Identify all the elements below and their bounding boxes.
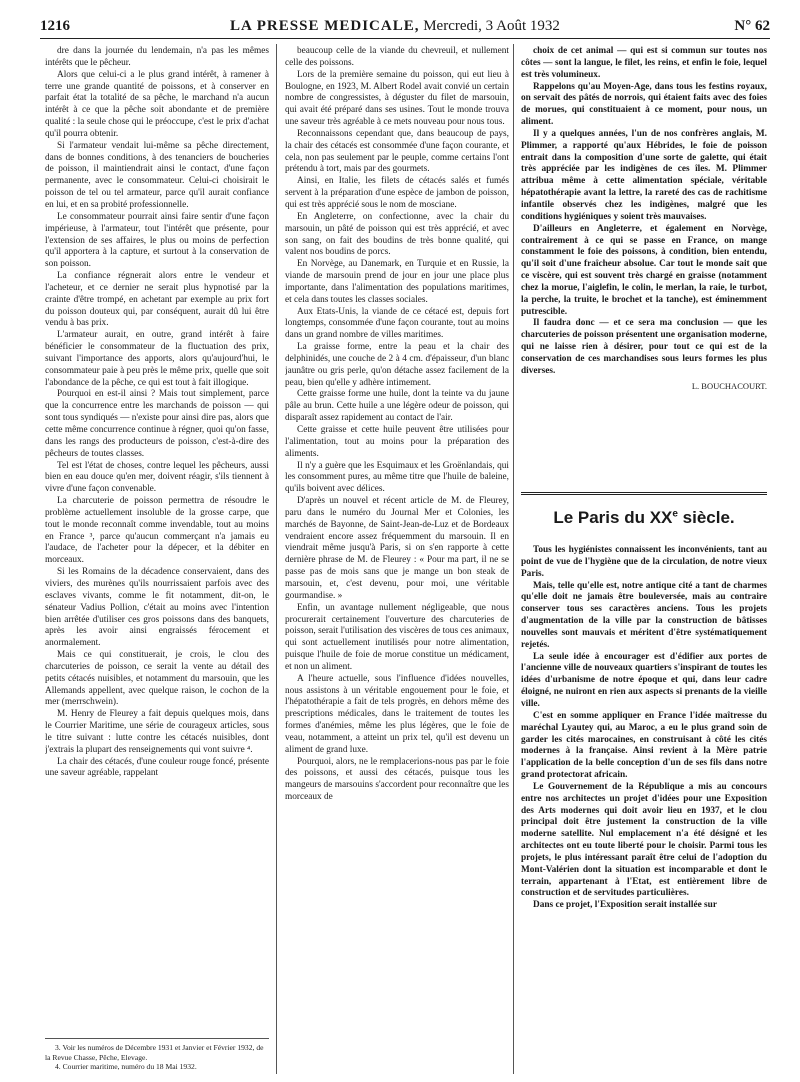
footnotes (45, 1038, 269, 1072)
paragraph: Il y a quelques années, l'un de nos confrères anglais, M. Plimmer, a rapporté qu'aux Hébrides, le foie de poisson entrait dans la composition d'une sorte de galette, qui était très appréciée par les indigènes de ces îles. M. Plimmer attribua même à cette alimentation spéciale, véritable hépatothérapie avant la lettre, la rareté des cas de rachitisme infantile observés chez les indigènes, malgré que les conditions hygiéniques y soient très mauvaises. (521, 128, 767, 222)
section-separator (521, 492, 767, 495)
publication-name: LA PRESSE MEDICALE, (230, 18, 420, 34)
paragraph: Si l'armateur vendait lui-même sa pêche directement, dans de bonnes conditions, à des tenanciers de boucheries de poisson, il maintiendrait ainsi le contact, d'une façon permanente, avec le consommateur. Celui-ci choisirait le poisson de tel ou tel armateur, parce qu'il aurait confiance en lui, et en sa probité professionnelle. (45, 140, 269, 210)
paragraph: Le consommateur pourrait ainsi faire sentir d'une façon impérieuse, à l'armateur, tout l'intérêt que présente, pour l'extension de ses affaires, le plus ou moins de perfection qu'il apportera à la capture, et surtout à la conservation de son poisson. (45, 211, 269, 270)
paragraph: En Norvège, au Danemark, en Turquie et en Russie, la viande de marsouin prend de jour en jour une place plus importante, dans l'alimentation des populations maritimes, et cela dans toutes les classes sociales. (285, 259, 509, 305)
paragraph: La chair des cétacés, d'une couleur rouge foncé, présente une saveur agréable, rappelant (45, 756, 269, 779)
paragraph: beaucoup celle de la viande du chevreuil, et nullement celle des poissons. (285, 46, 509, 68)
paragraph: Mais ce qui constituerait, je crois, le clou des charcuteries de poisson, ce serait la vente au détail des petits cétacés nuisibles, et notamment du marsouin, que les Allemands appellent, avec quelque raison, le cochon de la mer (merrschwein). (45, 650, 269, 708)
paragraph: Si les Romains de la décadence conservaient, dans des viviers, des murènes qu'ils nourrissaient parfois avec des esclaves vivants, comme le fit notamment, dit-on, le sénateur Vadius Pollion, c'était au moins avec l'intention bien arrêtée d'utiliser ces gros poissons dans des banquets, après les avoir ainsi engraissés férocement et anormalement. (45, 567, 269, 649)
page-header (40, 16, 770, 39)
paragraph: D'après un nouvel et récent article de M. de Fleurey, paru dans le numéro du Journal Mer et Colonies, les marchés de Bayonne, de Saint-Jean-de-Luz et de Bordeaux vendraient encore assez fréquemment du marsouin. Il en viendrait même jusqu'à Paris, si on s'en rapporte à cette dernière phrase de M. de Fleurey : « Pour ma part, il ne se passe pas de mois sans que je mange un bon steak de marsouin, et, c'est devenu, pour moi, une véritable gourmandise. » (285, 496, 509, 601)
paragraph: Pourquoi, alors, ne le remplacerions-nous pas par le foie des poissons, et aussi des cétacés, puisque tous les mangeurs de marsouins s'accordent pour reconnaître que les morceaux de (285, 756, 509, 803)
paragraph: La charcuterie de poisson permettra de résoudre le problème actuellement insoluble de la grosse carpe, que tout le monde reconnaît comme invendable, tout au moins en France ³, parce qu'aucun commerçant n'a jamais eu l'audace, de l'acheter pour la dépecer, et la débiter en morceaux. (45, 496, 269, 566)
paragraph: En Angleterre, on confectionne, avec la chair du marsouin, un pâté de poisson qui est très apprécié, et avec son sang, on fait des boudins de très bonne qualité, qui valent nos boudins de porcs. (285, 211, 509, 258)
paragraph: C'est en somme appliquer en France l'idée maîtresse du maréchal Lyautey qui, au Maroc, a eu le plus grand soin de garder les cités marocaines, en construisant à côté les cités modernes à la française. Ainsi revient à la Mère patrie l'application de la belle conception d'un de ses fils dans notre grand protectorat africain. (521, 710, 767, 781)
paragraph: Pourquoi en est-il ainsi ? Mais tout simplement, parce que la concurrence entre les marchands de poisson — qui sont tous syndiqués — n'existe pour ainsi dire pas, alors que cette même concurrence continue à régner, quoi qu'on fasse, dans les rangs des producteurs de poisson, c'est-à-dire des pêcheurs de toutes classes. (45, 389, 269, 459)
paragraph: Lors de la première semaine du poisson, qui eut lieu à Boulogne, en 1923, M. Albert Rodel avait convié un certain nombre de congressistes, à déguster du filet de marsouin, qui avait été préparé dans ses usines. Tout le monde trouva une saveur très agréable à ce mets nouveau pour nous tous. (285, 69, 509, 128)
issue-number: N° 62 (734, 18, 770, 34)
paragraph: Le Gouvernement de la République a mis au concours entre nos architectes un projet d'idées pour une Exposition des Arts modernes qui doit avoir lieu en 1937, et le clou principal doit être justement la construction de la ville moderne satellite. Nul emplacement n'a été désigné et les architectes ont eu toute liberté pour le choisir. Parmi tous les projets, le plus intéressant paraît être celui de l'adoption du Mont-Valérien dont la situation est incomparable et dont le terrain, appartenant à l'Etat, est entièrement libre de construction et de servitudes particulières. (521, 781, 767, 899)
paragraph: Il n'y a guère que les Esquimaux et les Groënlandais, qui les consomment pures, au même titre que l'huile de baleine, qu'ils boivent avec délices. (285, 460, 509, 495)
paragraph: L'armateur aurait, en outre, grand intérêt à faire bénéficier le consommateur de la fluctuation des prix, suivant l'importance des apports, alors qu'aujourd'hui, le consommateur paie à peu près le même prix, quelle que soit l'abondance de la pêche, ce qui est tout à fait illogique. (45, 330, 269, 388)
paragraph: choix de cet animal — qui est si commun sur toutes nos côtes — sont la langue, le filet, les reins, et enfin le foie, lequel est très volumineux. (521, 46, 767, 80)
section-heading: Le Paris du XXe siècle. (553, 508, 735, 527)
article-column-1 (45, 46, 269, 1036)
paragraph: A l'heure actuelle, sous l'influence d'idées nouvelles, nous assistons à un véritable engouement pour le foie, et l'hépatothérapie a fait de tels progrès, en dehors même des prescriptions médicales, dans le traitement de toutes les formes d'anémies, même les plus légères, que le foie de veau, notamment, a atteint un prix tel, qu'il est devenu un aliment de grand luxe. (285, 673, 509, 755)
paragraph: Il faudra donc — et ce sera ma conclusion — que les charcuteries de poisson présentent une organisation moderne, qui ne laisse rien à désirer, pour tout ce qui est de la conservation de ces marchandises sous leurs formes les plus diverses. (521, 318, 767, 376)
paragraph: Dans ce projet, l'Exposition serait installée sur (533, 900, 717, 911)
paragraph: Tous les hygiénistes connaissent les inconvénients, tant au point de vue de l'hygiène que de la circulation, de notre vieux Paris. (521, 545, 767, 579)
issue-date: Mercredi, 3 Août 1932 (423, 18, 560, 34)
paragraph: Rappelons qu'au Moyen-Age, dans tous les festins royaux, on servait des pâtés de norrois, qui étaient faits avec des foies de morues, qui constituaient à ce moment, pour nous, un aliment. (521, 81, 767, 128)
author-signature: L. BOUCHACOURT. (691, 380, 767, 391)
footnote: 3. Voir les numéros de Décembre 1931 et Janvier et Février 1932, de la Revue Chasse, Pêche, Elevage. (45, 1043, 264, 1062)
paragraph: Enfin, un avantage nullement négligeable, que nous procurerait certainement l'ouverture des charcuteries de poisson, serait l'utilisation des viscères de tous ces animaux, qui sont actuellement inutilisés pour notre alimentation, puisque l'huile de foie de morue constitue un médicament, et non un aliment. (285, 602, 509, 672)
paragraph: D'ailleurs en Angleterre, et également en Norvège, contrairement à ce qui se passe en France, on mange constamment le foie des poissons, à condition, bien entendu, qu'il soit d'une fraîcheur absolue. Car tout le monde sait que ce viscère, qui est souvent très chargé en graisse (notamment chez la morue, l'aiglefin, le colin, le merlan, la raie, le turbot, la perche, la truite, le brochet et la tanche), est éminemment putrescible. (521, 223, 767, 317)
article-column-3 (521, 46, 767, 486)
column-divider (276, 44, 277, 1074)
paragraph: M. Henry de Fleurey a fait depuis quelques mois, dans le Courrier Maritime, une série de courageux articles, sous le titre suivant : lutte contre les cétacés nuisibles, dont j'extrais la plupart des renseignements qui vont suivre ⁴. (45, 709, 269, 755)
paragraph: La graisse forme, entre la peau et la chair des delphinidés, une couche de 2 à 4 cm. d'épaisseur, d'un blanc jaunâtre ou gris perle, qu'on détache assez facilement de la peau, bien qu'elle y adhère intimement. (285, 342, 509, 388)
article-column-2 (285, 46, 509, 1076)
paragraph: Mais, telle qu'elle est, notre antique cité a tant de charmes qu'elle doit ne jamais être bouleversée, mais au contraire conserver tous ses caractères anciens. Tous les projets d'augmentation de la ville par la construction de bâtisses nouvelles sont mauvais et méritent d'être systématiquement rejetés. (521, 580, 767, 650)
paragraph: Cette graisse forme une huile, dont la teinte va du jaune pâle au brun. Cette huile a une légère odeur de poisson, qui disparaît assez rapidement au contact de l'air. (285, 389, 509, 424)
paragraph: Reconnaissons cependant que, dans beaucoup de pays, la chair des cétacés est consommée d'une façon courante, et cela, non pas seulement par le peuple, comme certains l'ont prétendu à tort, mais par des gourmets. (285, 128, 509, 175)
paragraph: Cette graisse et cette huile peuvent être utilisées pour l'alimentation, tout au moins pour la préparation des aliments. (285, 425, 509, 459)
paragraph: Tel est l'état de choses, contre lequel les pêcheurs, aussi bien en eau douce qu'en mer, doivent réagir, s'ils tiennent à vivre d'une façon convenable. (45, 460, 269, 495)
paragraph: Ainsi, en Italie, les filets de cétacés salés et fumés servent à la préparation d'une espèce de jambon de poisson, qui est très apprécié sous le nom de mosciane. (285, 176, 509, 210)
paragraph: La seule idée à encourager est d'édifier aux portes de l'ancienne ville de nouveaux quartiers s'inspirant de toutes les idées d'urbanisme de notre époque et qui, dans leur cadre éloigné, ne nuiront en rien aux aspects si prenants de la vieille ville. (521, 651, 767, 709)
paragraph: La confiance régnerait alors entre le vendeur et l'acheteur, et ce dernier ne serait plus hypnotisé par la crainte d'être trompé, en achetant par exemple au prix fort du poisson douteux qui, par conséquent, aurait dû lui être vendu à bas prix. (45, 271, 269, 329)
section-body (521, 545, 767, 1075)
page-number: 1216 (40, 18, 70, 34)
footnote: 4. Courrier maritime, numéro du 18 Mai 1932. (55, 1062, 197, 1072)
paragraph: dre dans la journée du lendemain, n'a pas les mêmes intérêts que le pêcheur. (45, 46, 269, 68)
column-divider (513, 44, 514, 1074)
paragraph: Alors que celui-ci a le plus grand intérêt, à ramener à terre une grande quantité de poissons, et à conserver en parfait état la totalité de sa pêche, le marchand n'a aucun intérêt à ce que la pêche soit abondante et de première qualité : la seule chose qui le préoccupe, c'est le prix d'achat qu'il pourra obtenir. (45, 69, 269, 139)
paragraph: Aux Etats-Unis, la viande de ce cétacé est, depuis fort longtemps, consommée d'une façon courante, tout au moins dans un grand nombre de villes maritimes. (285, 306, 509, 341)
masthead (230, 18, 560, 35)
